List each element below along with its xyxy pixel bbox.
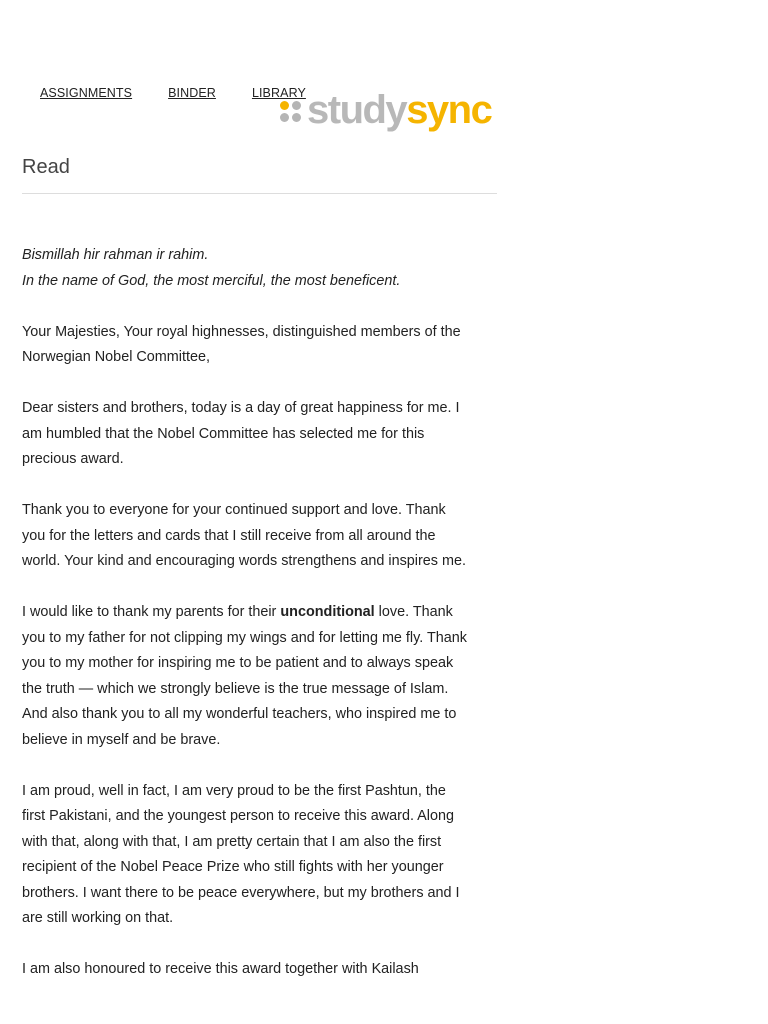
opening-invocation (22, 243, 472, 294)
article-body (22, 243, 472, 1008)
logo-sync-text: sync (406, 88, 492, 132)
paragraph: I am also honoured to receive this award together with Kailash (22, 961, 419, 977)
nav-binder-link[interactable]: BINDER (168, 86, 216, 100)
invocation-line: Bismillah hir rahman ir rahim. (22, 247, 209, 263)
paragraph: Thank you to everyone for your continued support and love. Thank you for the letters and cards that I still receive from all around the world. Your kind and encouraging words strengthens and inspires me. (22, 502, 466, 569)
paragraph: Dear sisters and brothers, today is a day of great happiness for me. I am humbled that the Nobel Committee has selected me for this precious award. (22, 400, 460, 467)
title-divider (22, 193, 497, 194)
nav-library-link[interactable]: LIBRARY (251, 86, 306, 100)
logo-dots-icon (280, 101, 301, 122)
paragraph: Your Majesties, Your royal highnesses, distinguished members of the Norwegian Nobel Committee, (22, 323, 461, 365)
paragraph-text: love. Thank you to my father for not clipping my wings and for letting me fly. Thank you to my mother for inspiring me to be patient and to always speak the truth — which we strongly believe is the true message of Islam. And also thank you to all my wonderful teachers, who inspired me to believe in myself and be brave. (22, 604, 467, 748)
paragraph (22, 600, 472, 753)
invocation-translation: In the name of God, the most merciful, the most beneficent. (22, 272, 401, 289)
paragraph: I am proud, well in fact, I am very proud to be the first Pashtun, the first Pakistani, and the youngest person to receive this award. Along with that, along with that, I am pretty certain that I am also the first recipient of the Nobel Peace Prize who still fights with her younger brothers. I want there to be peace everywhere, but my brothers and I are still working on that. (22, 782, 460, 926)
vocabulary-word[interactable]: unconditional (280, 604, 375, 620)
top-navigation (40, 86, 306, 100)
nav-assignments-link[interactable]: ASSIGNMENTS (40, 86, 133, 100)
page-title: Read (22, 156, 70, 178)
paragraph-text: I would like to thank my parents for their (22, 604, 281, 620)
logo-study-text: study (307, 88, 407, 132)
studysync-logo[interactable] (280, 88, 491, 132)
